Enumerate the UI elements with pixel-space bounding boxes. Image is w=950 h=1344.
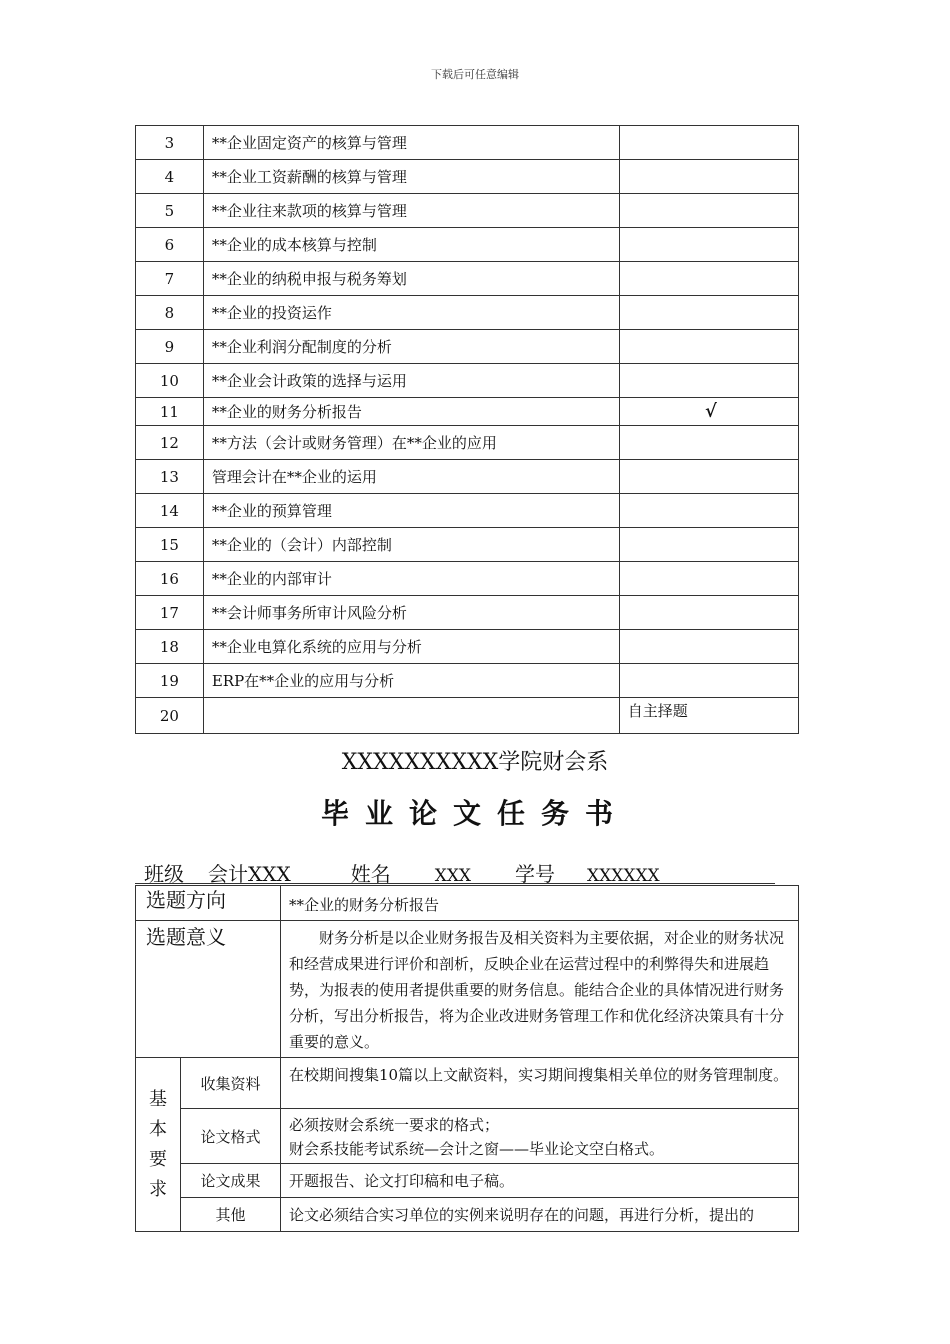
document-title: 毕业论文任务书 — [320, 797, 629, 830]
topic-number: 16 — [136, 562, 204, 596]
topic-title: **企业的投资运作 — [203, 296, 619, 330]
req-result-text: 开题报告、论文打印稿和电子稿。 — [281, 1164, 799, 1198]
topic-mark — [619, 126, 798, 160]
topic-number: 18 — [136, 630, 204, 664]
topic-table — [135, 125, 799, 734]
topic-number: 17 — [136, 596, 204, 630]
topic-number: 3 — [136, 126, 204, 160]
direction-value: **企业的财务分析报告 — [281, 886, 799, 921]
topic-number: 8 — [136, 296, 204, 330]
topic-row — [136, 596, 799, 630]
topic-mark — [619, 364, 798, 398]
task-table — [135, 885, 799, 1232]
requirements-label — [136, 1058, 181, 1232]
topic-number: 20 — [136, 698, 204, 734]
topic-title: **企业利润分配制度的分析 — [203, 330, 619, 364]
topic-mark — [619, 596, 798, 630]
topic-row — [136, 528, 799, 562]
topic-number: 12 — [136, 426, 204, 460]
topic-title: **企业往来款项的核算与管理 — [203, 194, 619, 228]
topic-row — [136, 426, 799, 460]
topic-title: **企业的（会计）内部控制 — [203, 528, 619, 562]
topic-row — [136, 364, 799, 398]
topic-title: **企业会计政策的选择与运用 — [203, 364, 619, 398]
topic-mark — [619, 630, 798, 664]
topic-row — [136, 262, 799, 296]
class-value: 会计XXX — [208, 862, 291, 886]
topic-mark — [619, 494, 798, 528]
topic-row — [136, 664, 799, 698]
topic-number: 9 — [136, 330, 204, 364]
info-underline — [135, 883, 775, 884]
name-value: XXX — [434, 866, 472, 886]
topic-title: **企业的成本核算与控制 — [203, 228, 619, 262]
topic-title: **企业的预算管理 — [203, 494, 619, 528]
topic-number: 15 — [136, 528, 204, 562]
topic-number: 10 — [136, 364, 204, 398]
topic-title: ERP在**企业的应用与分析 — [203, 664, 619, 698]
topic-mark — [619, 228, 798, 262]
topic-mark — [619, 262, 798, 296]
topic-title: **企业电算化系统的应用与分析 — [203, 630, 619, 664]
topic-title: **企业固定资产的核算与管理 — [203, 126, 619, 160]
topic-title: **企业工资薪酬的核算与管理 — [203, 160, 619, 194]
check-icon: √ — [704, 401, 717, 422]
topic-mark — [619, 160, 798, 194]
name-label: 姓名 — [350, 862, 391, 886]
topic-title: 管理会计在**企业的运用 — [203, 460, 619, 494]
req-format-label: 论文格式 — [181, 1109, 281, 1164]
topic-title: **企业的财务分析报告 — [203, 398, 619, 426]
topic-row — [136, 398, 799, 426]
topic-row — [136, 194, 799, 228]
req-other-label: 其他 — [181, 1198, 281, 1232]
topic-number: 5 — [136, 194, 204, 228]
topic-mark — [619, 330, 798, 364]
college-name: XXXXXXXXXX学院财会系 — [341, 750, 609, 775]
topic-row — [136, 460, 799, 494]
topic-row — [136, 126, 799, 160]
significance-label: 选题意义 — [136, 921, 281, 1058]
topic-mark — [619, 426, 798, 460]
topic-row — [136, 330, 799, 364]
topic-title: **企业的纳税申报与税务筹划 — [203, 262, 619, 296]
topic-number: 11 — [136, 398, 204, 426]
topic-mark — [619, 460, 798, 494]
req-result-label: 论文成果 — [181, 1164, 281, 1198]
topic-title — [203, 698, 619, 734]
class-label: 班级 — [144, 862, 184, 886]
topic-mark — [619, 664, 798, 698]
topic-mark — [619, 562, 798, 596]
id-label: 学号 — [515, 862, 556, 886]
topic-number: 13 — [136, 460, 204, 494]
topic-number: 19 — [136, 664, 204, 698]
topic-number: 7 — [136, 262, 204, 296]
header-note: 下载后可任意编辑 — [431, 68, 519, 81]
topic-row — [136, 228, 799, 262]
topic-title: **会计师事务所审计风险分析 — [203, 596, 619, 630]
topic-title: **方法（会计或财务管理）在**企业的应用 — [203, 426, 619, 460]
topic-number: 6 — [136, 228, 204, 262]
topic-row — [136, 562, 799, 596]
direction-label: 选题方向 — [136, 886, 281, 921]
req-format-line-1: 必须按财会系统一要求的格式； — [289, 1116, 500, 1134]
topic-row — [136, 698, 799, 734]
req-format-line-2: 财会系技能考试系统—会计之窗——毕业论文空白格式。 — [289, 1140, 665, 1158]
topic-row — [136, 160, 799, 194]
significance-text: 财务分析是以企业财务报告及相关资料为主要依据，对企业的财务状况和经营成果进行评价和剖析，反映企业在运营过程中的利弊得失和进展趋势，为报表的使用者提供重要的财务信息。能结合企业的具体情况进行财务分析，写出分析报告，将为企业改进财务管理工作和优化经济决策具有十分重要的意义。 — [281, 921, 799, 1058]
req-collect-text: 在校期间搜集10篇以上文献资料，实习期间搜集相关单位的财务管理制度。 — [281, 1058, 799, 1109]
selected-check-mark — [619, 398, 798, 426]
topic-mark — [619, 194, 798, 228]
requirements-label-text: 基本要求 — [149, 1088, 168, 1200]
topic-title: **企业的内部审计 — [203, 562, 619, 596]
topic-mark — [619, 296, 798, 330]
topic-mark — [619, 528, 798, 562]
topic-row — [136, 630, 799, 664]
topic-row — [136, 296, 799, 330]
req-format-text — [281, 1109, 799, 1164]
req-other-text: 论文必须结合实习单位的实例来说明存在的问题，再进行分析，提出的 — [281, 1198, 799, 1232]
topic-number: 14 — [136, 494, 204, 528]
id-value: XXXXXX — [587, 866, 660, 886]
topic-mark: 自主择题 — [619, 698, 798, 734]
topic-number: 4 — [136, 160, 204, 194]
topic-row — [136, 494, 799, 528]
req-collect-label: 收集资料 — [181, 1058, 281, 1109]
